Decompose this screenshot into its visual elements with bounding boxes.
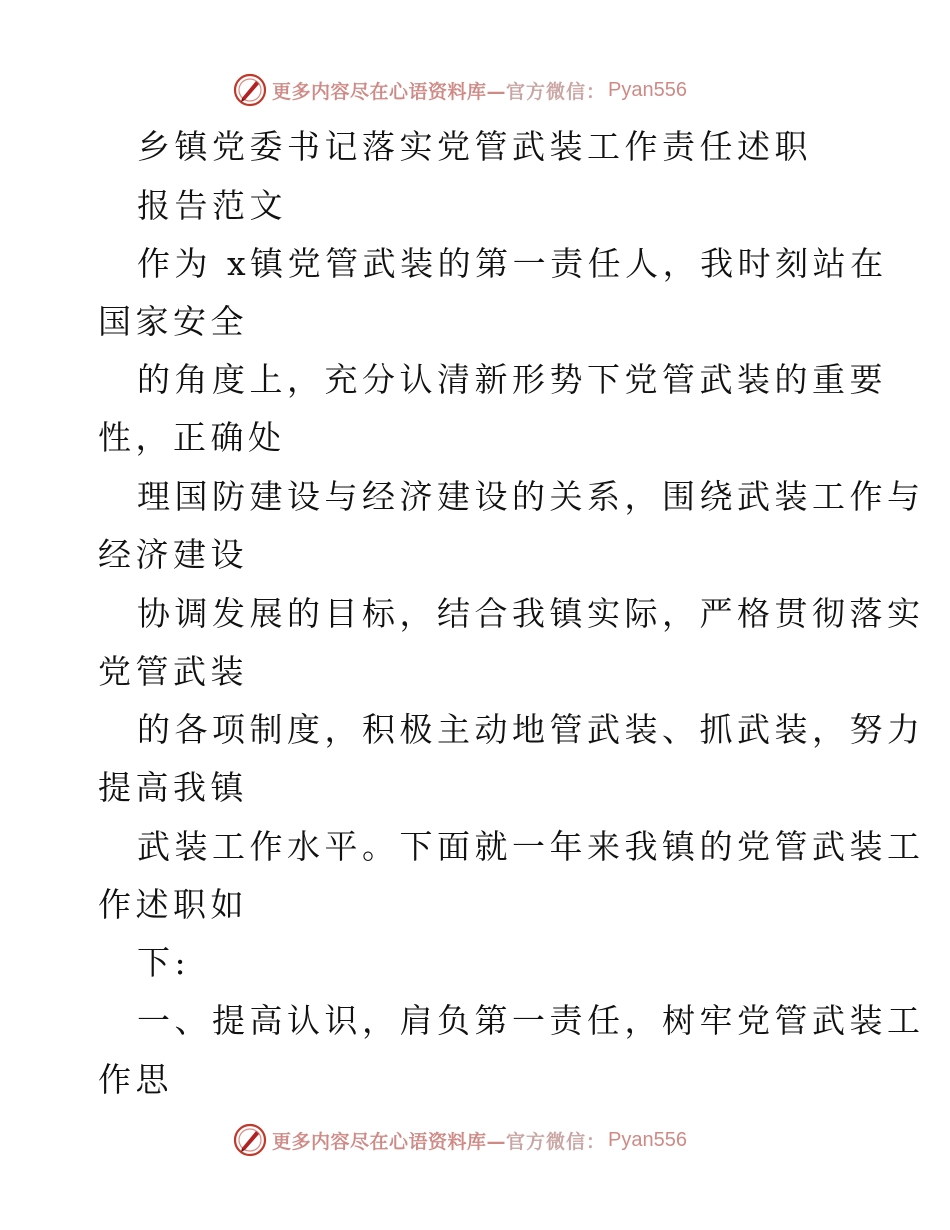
document-title-line-1: 乡镇党委书记落实党管武装工作责任述职 xyxy=(137,127,812,166)
header-watermark xyxy=(232,70,687,110)
watermark-text: 更多内容尽在心语资料库— xyxy=(272,1130,507,1153)
paragraph-line: 性，正确处 xyxy=(98,418,286,457)
paragraph-line: 国家安全 xyxy=(98,302,248,341)
watermark-account: Pyan556 xyxy=(608,1128,687,1151)
paragraph-line: 理国防建设与经济建设的关系，围绕武装工作与 xyxy=(137,477,925,516)
section-heading-line: 一、提高认识，肩负第一责任，树牢党管武装工 xyxy=(137,1001,925,1040)
footer-watermark xyxy=(232,1120,687,1160)
paragraph-line: 协调发展的目标，结合我镇实际，严格贯彻落实 xyxy=(137,594,925,633)
paragraph-line: 作述职如 xyxy=(98,885,248,924)
paragraph-line: 的角度上，充分认清新形势下党管武装的重要 xyxy=(137,360,887,399)
document-title-line-2: 报告范文 xyxy=(137,186,287,225)
watermark-account: Pyan556 xyxy=(608,78,687,101)
red-quill-seal-icon xyxy=(232,1122,268,1158)
watermark-text: 更多内容尽在心语资料库— xyxy=(272,80,507,103)
red-quill-seal-icon xyxy=(232,72,268,108)
paragraph-line: 提高我镇 xyxy=(98,768,248,807)
section-heading-line: 作思 xyxy=(98,1060,173,1099)
paragraph-line: 下: xyxy=(137,943,191,982)
watermark-wechat-label: 官方微信： xyxy=(506,1130,607,1153)
paragraph-line: 武装工作水平。下面就一年来我镇的党管武装工 xyxy=(137,827,925,866)
paragraph-line: 党管武装 xyxy=(98,652,248,691)
paragraph-line: 作为 x镇党管武装的第一责任人，我时刻站在 xyxy=(137,244,888,283)
watermark-wechat-label: 官方微信： xyxy=(506,80,607,103)
paragraph-line: 经济建设 xyxy=(98,535,248,574)
paragraph-line: 的各项制度，积极主动地管武装、抓武装，努力 xyxy=(137,710,925,749)
